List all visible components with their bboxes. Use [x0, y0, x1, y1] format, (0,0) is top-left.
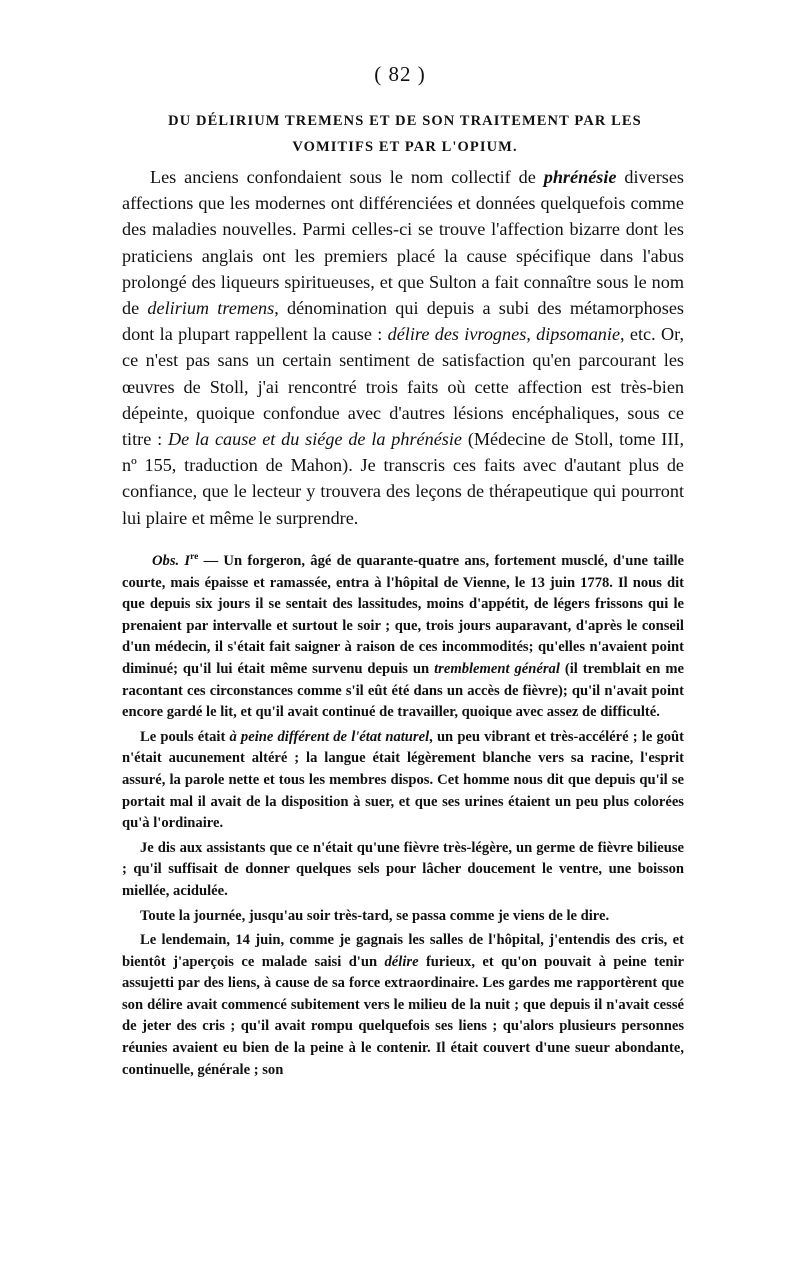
page-number: ( 82 ) [374, 62, 426, 86]
intro-text-4: , etc. Or, ce n'est pas sans un certain sentiment de satisfaction qu'en parcourant les œuvres de Stoll, j'ai rencontré trois faits où cette affection est très-bien dépeinte, quoique confondue avec d'autres lésions encéphaliques, sous ce titre : [122, 324, 684, 450]
section-title [122, 108, 688, 160]
intro-paragraph [122, 164, 684, 531]
observation-paragraph-4: Toute la journée, jusqu'au soir très-tard, se passa comme je viens de le dire. [140, 907, 610, 924]
observation-paragraph-2 [122, 727, 684, 835]
observation-text-5a: Le lendemain, 14 juin, comme je gagnais les salles de l'hôpital, j'entendis des cris, et bientôt j'aperçois ce malade saisi d'un [122, 932, 684, 970]
observation-text-1b: (il tremblait en me racontant ces circonstances comme s'il eût été dans un accès de fièvre); qu'il n'avait point encore gardé le lit, et qu'il avait continué de travailler, quoique avec assez de difficulté. [122, 660, 684, 721]
intro-italic-delire-des-ivrognes: délire des ivrognes, dipsomanie [387, 324, 621, 345]
observation-italic-delire: délire [384, 953, 419, 970]
intro-text-3: , dénomination qui depuis a subi des métamorphoses dont la plupart rappellent la cause : [122, 298, 685, 345]
observation-paragraph-1 [122, 551, 684, 724]
intro-italic-cause-phrenesie: De la cause et du siége de la phrénésie [167, 429, 462, 450]
observation-paragraph-5 [122, 930, 684, 1081]
intro-text-5: (Médecine de Stoll, tome III, nº 155, traduction de Mahon). Je transcris ces faits avec d'autant plus de confiance, que le lecteur y trouvera des leçons de thérapeutique qui pourront lui plaire et même le surprendre. [122, 429, 685, 528]
section-title-line-1: DU DÉLIRIUM TREMENS ET DE SON TRAITEMENT PAR LES [168, 113, 642, 129]
section-title-line-2: VOMITIFS ET PAR L'OPIUM. [292, 139, 518, 155]
intro-text [122, 164, 684, 531]
observation-label-superscript: re [190, 552, 199, 563]
intro-text-1: Les anciens confondaient sous le nom collectif de [150, 167, 544, 187]
observation-italic-tremblement: tremblement général [434, 660, 560, 677]
observation-text-5b: furieux, et qu'on pouvait à peine tenir assujetti par des liens, à cause de sa force extraordinaire. Les gardes me rapportèrent que son délire avait commencé subitement vers le milieu de la nuit ; que depuis il n'avait cessé de jeter des cris ; qu'il avait rompu quelquefois ses liens ; qu'alors plusieurs personnes réunies avaient eu bien de la peine à le contenir. Il était couvert d'une sueur abondante, continuelle, générale ; son [122, 953, 684, 1078]
observation-label: Obs. I [152, 553, 191, 569]
observation-text-2a: Le pouls était [140, 728, 230, 745]
intro-italic-phrenesie: phrénésie [543, 167, 617, 187]
observation-section [122, 551, 684, 1084]
intro-italic-delirium-tremens: delirium tremens [147, 298, 275, 319]
observation-paragraph-3: Je dis aux assistants que ce n'était qu'une fièvre très-légère, un germe de fièvre bilieuse ; qu'il suffisait de donner quelques sels pour lâcher doucement le ventre, une boisson miellée, acidulée. [122, 839, 684, 899]
observation-text-1a: — Un forgeron, âgé de quarante-quatre ans, fortement musclé, d'une taille courte, mais épaisse et ramassée, entra à l'hôpital de Vienne, le 13 juin 1778. Il nous dit que depuis six jours il se sentait des lassitudes, moins d'appétit, de légers frissons qui le prenaient par intervalle et surtout le soir ; que, trois jours auparavant, d'après le conseil d'un médecin, il s'était fait saigner à raison de ces incommodités; qu'elles n'avaient point diminué; qu'il lui était même survenu depuis un [122, 553, 684, 677]
observation-italic-pouls: à peine différent de l'état naturel [229, 728, 430, 745]
observation-text-2b: , un peu vibrant et très-accéléré ; le goût n'était aucunement altéré ; la langue était légèrement blanche vers sa racine, l'esprit assuré, la parole nette et tous les membres dispos. Cet homme nous dit que depuis qu'il se portait mal il avait de la disposition à suer, et que ses urines étaient un peu plus colorées qu'à l'ordinaire. [122, 728, 685, 832]
intro-text-2: diverses affections que les modernes ont différenciées et données quelquefois comme des maladies nouvelles. Parmi celles-ci se trouve l'affection bizarre dont les praticiens anglais ont les premiers placé la cause spécifique dans l'abus prolongé des liqueurs spiritueuses, et que Sulton a fait connaître sous le nom de [122, 167, 684, 319]
